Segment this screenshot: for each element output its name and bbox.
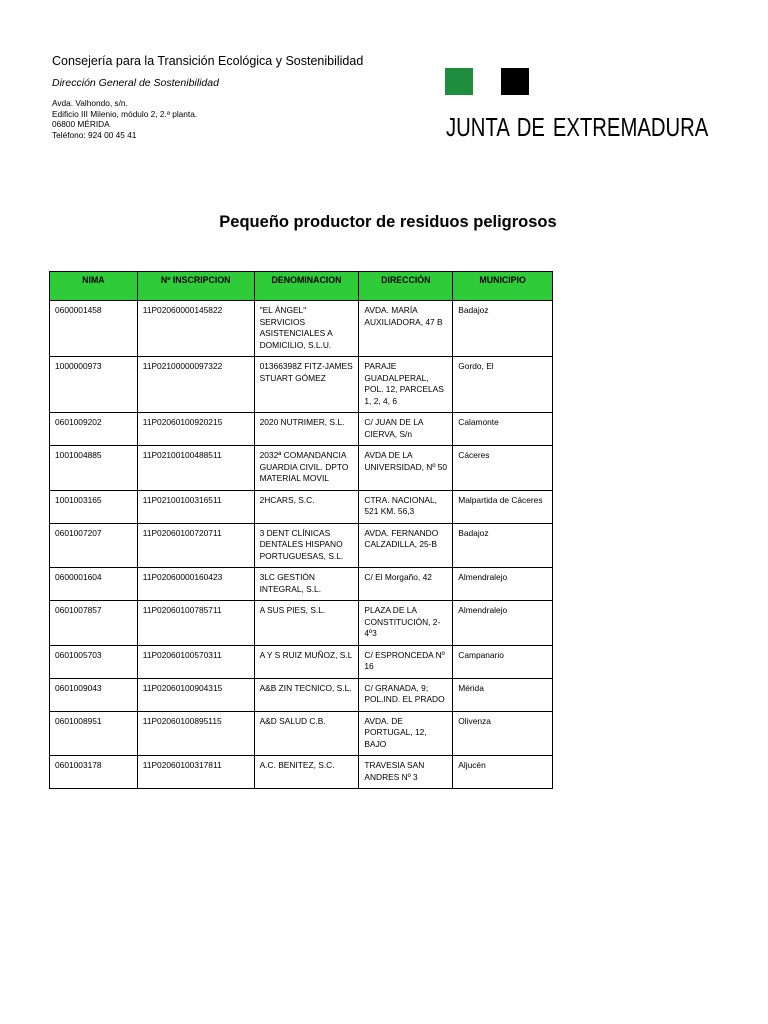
column-header-direccion: DIRECCIÓN bbox=[359, 272, 453, 301]
flag-white-stripe bbox=[473, 68, 501, 95]
table-row bbox=[50, 357, 553, 413]
table-row bbox=[50, 645, 553, 678]
column-header-denominacion: DENOMINACION bbox=[254, 272, 359, 301]
cell-municipio: Badajoz bbox=[453, 301, 553, 357]
table-row bbox=[50, 678, 553, 711]
cell-inscripcion: 11P02100100488511 bbox=[137, 446, 254, 491]
table-row bbox=[50, 711, 553, 756]
cell-denominacion: 01366398Z FITZ-JAMES STUART GÓMEZ bbox=[254, 357, 359, 413]
table-row bbox=[50, 568, 553, 601]
table-row bbox=[50, 756, 553, 789]
cell-direccion: C/ ESPRONCEDA Nº 16 bbox=[359, 645, 453, 678]
cell-denominacion: A.C. BENITEZ, S.C. bbox=[254, 756, 359, 789]
table-row bbox=[50, 413, 553, 446]
cell-direccion: TRAVESIA SAN ANDRES Nº 3 bbox=[359, 756, 453, 789]
organization-name: Consejería para la Transición Ecológica y Sostenibilidad bbox=[52, 54, 364, 68]
cell-nima: 1001003165 bbox=[50, 490, 138, 523]
brand-logo-text: JUNTA DE EXTREMADURA bbox=[446, 112, 709, 142]
table-row bbox=[50, 490, 553, 523]
cell-direccion: AVDA. DE PORTUGAL, 12, BAJO bbox=[359, 711, 453, 756]
cell-inscripcion: 11P02060100570311 bbox=[137, 645, 254, 678]
extremadura-flag-logo bbox=[445, 68, 529, 95]
cell-direccion: AVDA DE LA UNIVERSIDAD, Nº 50 bbox=[359, 446, 453, 491]
cell-inscripcion: 11P02060100904315 bbox=[137, 678, 254, 711]
cell-denominacion: 3 DENT CLÍNICAS DENTALES HISPANO PORTUGUESAS, S.L. bbox=[254, 523, 359, 568]
cell-municipio: Almendralejo bbox=[453, 568, 553, 601]
cell-nima: 0601007857 bbox=[50, 601, 138, 646]
table-row bbox=[50, 601, 553, 646]
cell-nima: 0601005703 bbox=[50, 645, 138, 678]
cell-nima: 0601009043 bbox=[50, 678, 138, 711]
address-line: 06800 MÉRIDA bbox=[52, 119, 110, 129]
cell-municipio: Badajoz bbox=[453, 523, 553, 568]
cell-municipio: Mérida bbox=[453, 678, 553, 711]
cell-municipio: Gordo, El bbox=[453, 357, 553, 413]
cell-nima: 0601009202 bbox=[50, 413, 138, 446]
cell-denominacion: 2032ª COMANDANCIA GUARDIA CIVIL. DPTO MATERIAL MOVIL bbox=[254, 446, 359, 491]
column-header-inscripcion: Nº INSCRIPCION bbox=[137, 272, 254, 301]
flag-black-stripe bbox=[501, 68, 529, 95]
cell-direccion: AVDA. FERNANDO CALZADILLA, 25-B bbox=[359, 523, 453, 568]
cell-inscripcion: 11P02060100785711 bbox=[137, 601, 254, 646]
cell-nima: 0600001458 bbox=[50, 301, 138, 357]
cell-inscripcion: 11P02060100317811 bbox=[137, 756, 254, 789]
cell-nima: 0601008951 bbox=[50, 711, 138, 756]
cell-direccion: C/ JUAN DE LA CIERVA, S/n bbox=[359, 413, 453, 446]
cell-municipio: Malpartida de Cáceres bbox=[453, 490, 553, 523]
cell-inscripcion: 11P02060100720711 bbox=[137, 523, 254, 568]
cell-direccion: PARAJE GUADALPERAL, POL. 12, PARCELAS 1, 2, 4, 6 bbox=[359, 357, 453, 413]
cell-municipio: Cáceres bbox=[453, 446, 553, 491]
cell-inscripcion: 11P02060100895115 bbox=[137, 711, 254, 756]
flag-green-stripe bbox=[445, 68, 473, 95]
cell-municipio: Calamonte bbox=[453, 413, 553, 446]
cell-inscripcion: 11P02060100920215 bbox=[137, 413, 254, 446]
cell-nima: 0600001604 bbox=[50, 568, 138, 601]
producers-table bbox=[49, 271, 553, 789]
address-line: Edificio III Milenio, módulo 2, 2.ª planta. bbox=[52, 108, 198, 119]
table-header-row bbox=[50, 272, 553, 301]
cell-nima: 0601003178 bbox=[50, 756, 138, 789]
cell-denominacion: A SUS PIES, S.L. bbox=[254, 601, 359, 646]
cell-municipio: Aljucén bbox=[453, 756, 553, 789]
cell-denominacion: 3LC GESTIÓN INTEGRAL, S.L. bbox=[254, 568, 359, 601]
cell-municipio: Campanario bbox=[453, 645, 553, 678]
cell-inscripcion: 11P02100100316511 bbox=[137, 490, 254, 523]
cell-inscripcion: 11P02060000160423 bbox=[137, 568, 254, 601]
cell-denominacion: A Y S RUIZ MUÑOZ, S.L bbox=[254, 645, 359, 678]
cell-direccion: C/ GRANADA, 9; POL.IND. EL PRADO bbox=[359, 678, 453, 711]
cell-denominacion: 2HCARS, S.C. bbox=[254, 490, 359, 523]
cell-denominacion: 2020 NUTRIMER, S.L. bbox=[254, 413, 359, 446]
cell-denominacion: "EL ÁNGEL" SERVICIOS ASISTENCIALES A DOMICILIO, S.L.U. bbox=[254, 301, 359, 357]
cell-inscripcion: 11P02100000097322 bbox=[137, 357, 254, 413]
direction-name: Dirección General de Sostenibilidad bbox=[52, 77, 219, 89]
cell-direccion: PLAZA DE LA CONSTITUCIÓN, 2-4º3 bbox=[359, 601, 453, 646]
document-title: Pequeño productor de residuos peligrosos bbox=[219, 213, 557, 231]
cell-nima: 1001004885 bbox=[50, 446, 138, 491]
cell-direccion: AVDA. MARÍA AUXILIADORA, 47 B bbox=[359, 301, 453, 357]
cell-denominacion: A&B ZIN TECNICO, S.L. bbox=[254, 678, 359, 711]
cell-inscripcion: 11P02060000145822 bbox=[137, 301, 254, 357]
table-row bbox=[50, 523, 553, 568]
cell-municipio: Olivenza bbox=[453, 711, 553, 756]
cell-denominacion: A&D SALUD C.B. bbox=[254, 711, 359, 756]
address-line: Avda. Valhondo, s/n. bbox=[52, 98, 128, 108]
column-header-municipio: MUNICIPIO bbox=[453, 272, 553, 301]
table-row bbox=[50, 446, 553, 491]
cell-municipio: Almendralejo bbox=[453, 601, 553, 646]
cell-direccion: CTRA. NACIONAL, 521 KM. 56,3 bbox=[359, 490, 453, 523]
phone-line: Teléfono: 924 00 45 41 bbox=[52, 129, 137, 140]
address-block bbox=[52, 98, 197, 140]
cell-nima: 0601007207 bbox=[50, 523, 138, 568]
cell-nima: 1000000973 bbox=[50, 357, 138, 413]
cell-direccion: C/ El Morgaño, 42 bbox=[359, 568, 453, 601]
table-row bbox=[50, 301, 553, 357]
column-header-nima: NIMA bbox=[50, 272, 138, 301]
